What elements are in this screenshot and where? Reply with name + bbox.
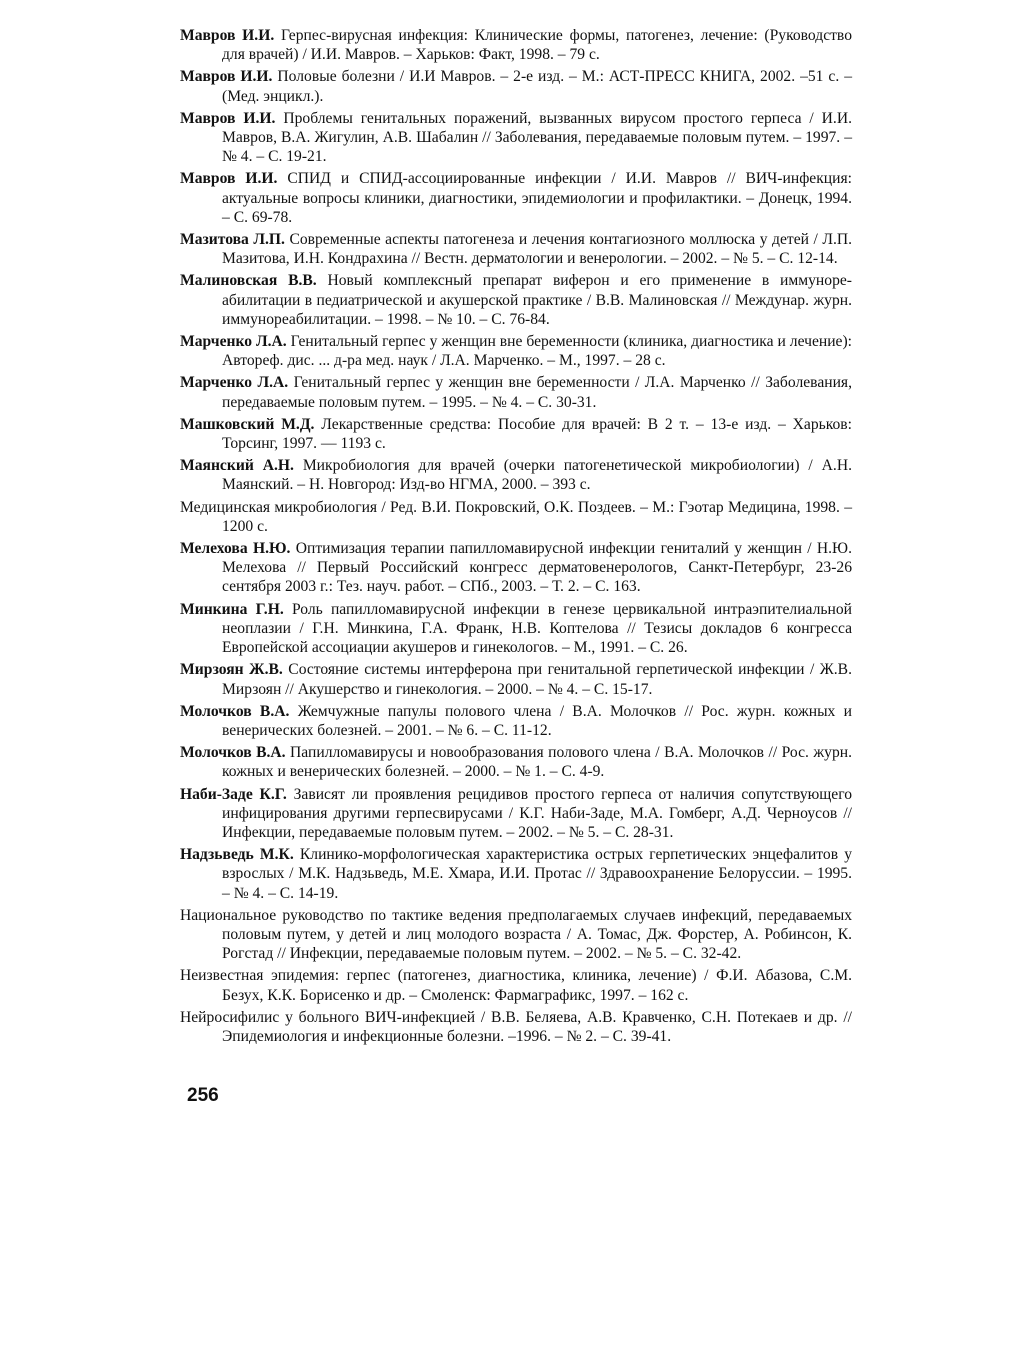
reference-author: Маянский А.Н. [180, 457, 294, 475]
reference-author: Марченко Л.А. [180, 333, 287, 351]
reference-text: Медицинская микробиология / Ред. В.И. Покровский, О.К. Поздеев. – М.: Гэотар Медицина, 1998. – 1200 с. [180, 498, 852, 535]
reference-text: Папилломавирусы и новообразования полового члена / В.А. Молочков // Рос. журн. кожных и венерических болезней. – 2000. – № 1. – С. 4-9. [222, 744, 852, 781]
reference-entry [180, 456, 852, 494]
reference-text: Микробиология для врачей (очерки патогенетической микробиологии) / А.Н. Маянский. – Н. Новгород: Изд-во НГМА, 2000. – 393 с. [222, 457, 852, 494]
reference-author: Мелехова Н.Ю. [180, 540, 291, 558]
reference-entry [180, 373, 852, 411]
reference-author: Мавров И.И. [180, 170, 278, 188]
page-number: 256 [187, 1085, 219, 1106]
reference-text: Оптимизация терапии папилломавирусной инфекции гениталий у женщин / Н.Ю. Мелехова // Первый Российский конгресс дерматовенерологов, Санкт-Петербург, 23-26 сентября 2003 г.: Тез. науч. работ. – СПб., 2003. – Т. 2. – С. 163. [222, 540, 852, 596]
reference-entry [180, 785, 852, 843]
reference-entry [180, 169, 852, 227]
reference-text: Современные аспекты патогенеза и лечения контагиозного моллюска у детей / Л.П. Мазитова, И.Н. Кондрахина // Вестн. дерматологии и венерологии. – 2002. – № 5. – С. 12-14. [222, 231, 853, 268]
reference-entry [180, 230, 852, 268]
reference-entry [180, 332, 852, 370]
reference-text: Зависят ли проявления рецидивов простого герпеса от наличия сопутствующего инфицирования другими герпесвирусами / К.Г. Наби-Заде, М.А. Гомберг, А.Д. Черноусов // Инфекции, передаваемые половым путем. – 2002. – № 5. – С. 28-31. [222, 785, 852, 841]
reference-text: Лекарственные средства: Пособие для врачей: В 2 т. – 13-е изд. – Харьков: Торсинг, 1997. — 1193 с. [222, 415, 853, 453]
reference-entry [180, 600, 852, 658]
reference-entry [180, 26, 852, 64]
reference-text: Роль папилломавирусной инфекции в генезе цервикальной интраэпителиальной неоплазии / Г.Н. Минкина, Г.А. Франк, Н.В. Коптелова // Тезисы докладов 6 конгресса Европейской ассоциации акушеров и гинекологов. – М., 1991. – С. 26. [222, 600, 852, 657]
reference-text: Новый комплексный препарат виферон и его применение в иммунореабилитации в педиатрической и акушерской практике / В.В. Малиновская // Междунар. журн. иммунореабилитации. – 1998. – № 10. – С. 76-84. [222, 272, 852, 328]
reference-author: Машковский М.Д. [180, 415, 315, 433]
reference-text: Клинико-морфологическая характеристика острых герпетических энцефалитов у взрослых / М.К. Надзьведь, М.Е. Хмара, И.И. Протас // Здравоохранение Белоруссии. – 1995. – № 4. – С. 14-19. [222, 846, 852, 902]
reference-text: Нейросифилис у больного ВИЧ-инфекцией / В.В. Беляева, А.В. Кравченко, С.Н. Потекаев и др. // Эпидемиология и инфекционные болезни. –1996. – № 2. – С. 39-41. [180, 1008, 852, 1045]
reference-entry [180, 702, 852, 740]
reference-author: Минкина Г.Н. [180, 600, 284, 618]
reference-text: Генитальный герпес у женщин вне беременности (клиника, диагностика и лечение): Автореф. дис. ... д-ра мед. наук / Л.А. Марченко. – М., 1997. – 28 с. [222, 333, 853, 370]
reference-author: Мавров И.И. [180, 109, 276, 127]
reference-text: Генитальный герпес у женщин вне беременности / Л.А. Марченко // Заболевания, передаваемые половым путем. – 1995. – № 4. – С. 30-31. [222, 374, 852, 411]
reference-text: Состояние системы интерферона при генитальной герпетической инфекции / Ж.В. Мирзоян // Акушерство и гинекология. – 2000. – № 4. – С. 15-17. [222, 661, 852, 698]
reference-entry [180, 67, 852, 105]
reference-author: Марченко Л.А. [180, 374, 289, 392]
reference-entry [180, 415, 852, 453]
reference-author: Наби-Заде К.Г. [180, 785, 287, 803]
reference-author: Мазитова Л.П. [180, 231, 285, 249]
reference-text: Жемчужные папулы полового члена / В.А. Молочков // Рос. журн. кожных и венерических болезней. – 2001. – № 6. – С. 11-12. [222, 702, 852, 739]
reference-text: Неизвестная эпидемия: герпес (патогенез, диагностика, клиника, лечение) / Ф.И. Абазова, С.М. Безух, К.К. Борисенко и др. – Смоленск: Фармаграфикс, 1997. – 162 с. [180, 967, 852, 1004]
reference-author: Мавров И.И. [180, 27, 275, 44]
reference-entry [180, 966, 852, 1004]
reference-list [180, 26, 852, 1049]
reference-entry [180, 743, 852, 781]
reference-text: Национальное руководство по тактике ведения предполагаемых случаев инфекций, передаваемых половым путем, у детей и лиц молодого возраста / А. Томас, Дж. Форстер, А. Робинсон, К. Рогстад // Инфекции, передаваемые половым путем. – 2002. – № 5. – С. 32-42. [180, 906, 852, 963]
reference-author: Молочков В.А. [180, 744, 286, 762]
reference-text: Половые болезни / И.И Мавров. – 2-е изд. – М.: АСТ-ПРЕСС КНИГА, 2002. –51 с. – (Мед. энцикл.). [222, 68, 852, 105]
reference-author: Малиновская В.В. [180, 272, 317, 290]
reference-entry [180, 906, 852, 964]
reference-author: Молочков В.А. [180, 702, 290, 720]
reference-entry [180, 498, 852, 536]
reference-entry [180, 660, 852, 698]
reference-entry [180, 271, 852, 329]
reference-entry [180, 845, 852, 903]
reference-author: Мавров И.И. [180, 68, 273, 86]
reference-text: Проблемы генитальных поражений, вызванных вирусом простого герпеса / И.И. Мавров, В.А. Жигулин, А.В. Шабалин // Заболевания, передаваемые половым путем. – 1997. – № 4. – С. 19-21. [222, 109, 852, 166]
reference-entry [180, 539, 852, 597]
reference-entry [180, 109, 852, 167]
reference-author: Мирзоян Ж.В. [180, 661, 283, 679]
reference-entry [180, 1008, 852, 1046]
reference-author: Надзьведь М.К. [180, 846, 294, 864]
reference-text: Герпес-вирусная инфекция: Клинические формы, патогенез, лечение: (Руководство для врачей) / И.И. Мавров. – Харьков: Факт, 1998. – 79 с. [222, 27, 852, 64]
reference-text: СПИД и СПИД-ассоциированные инфекции / И.И. Мавров // ВИЧ-инфекция: актуальные вопросы клиники, диагностики, эпидемиологии и профилактики. – Донецк, 1994. – С. 69-78. [222, 170, 852, 226]
